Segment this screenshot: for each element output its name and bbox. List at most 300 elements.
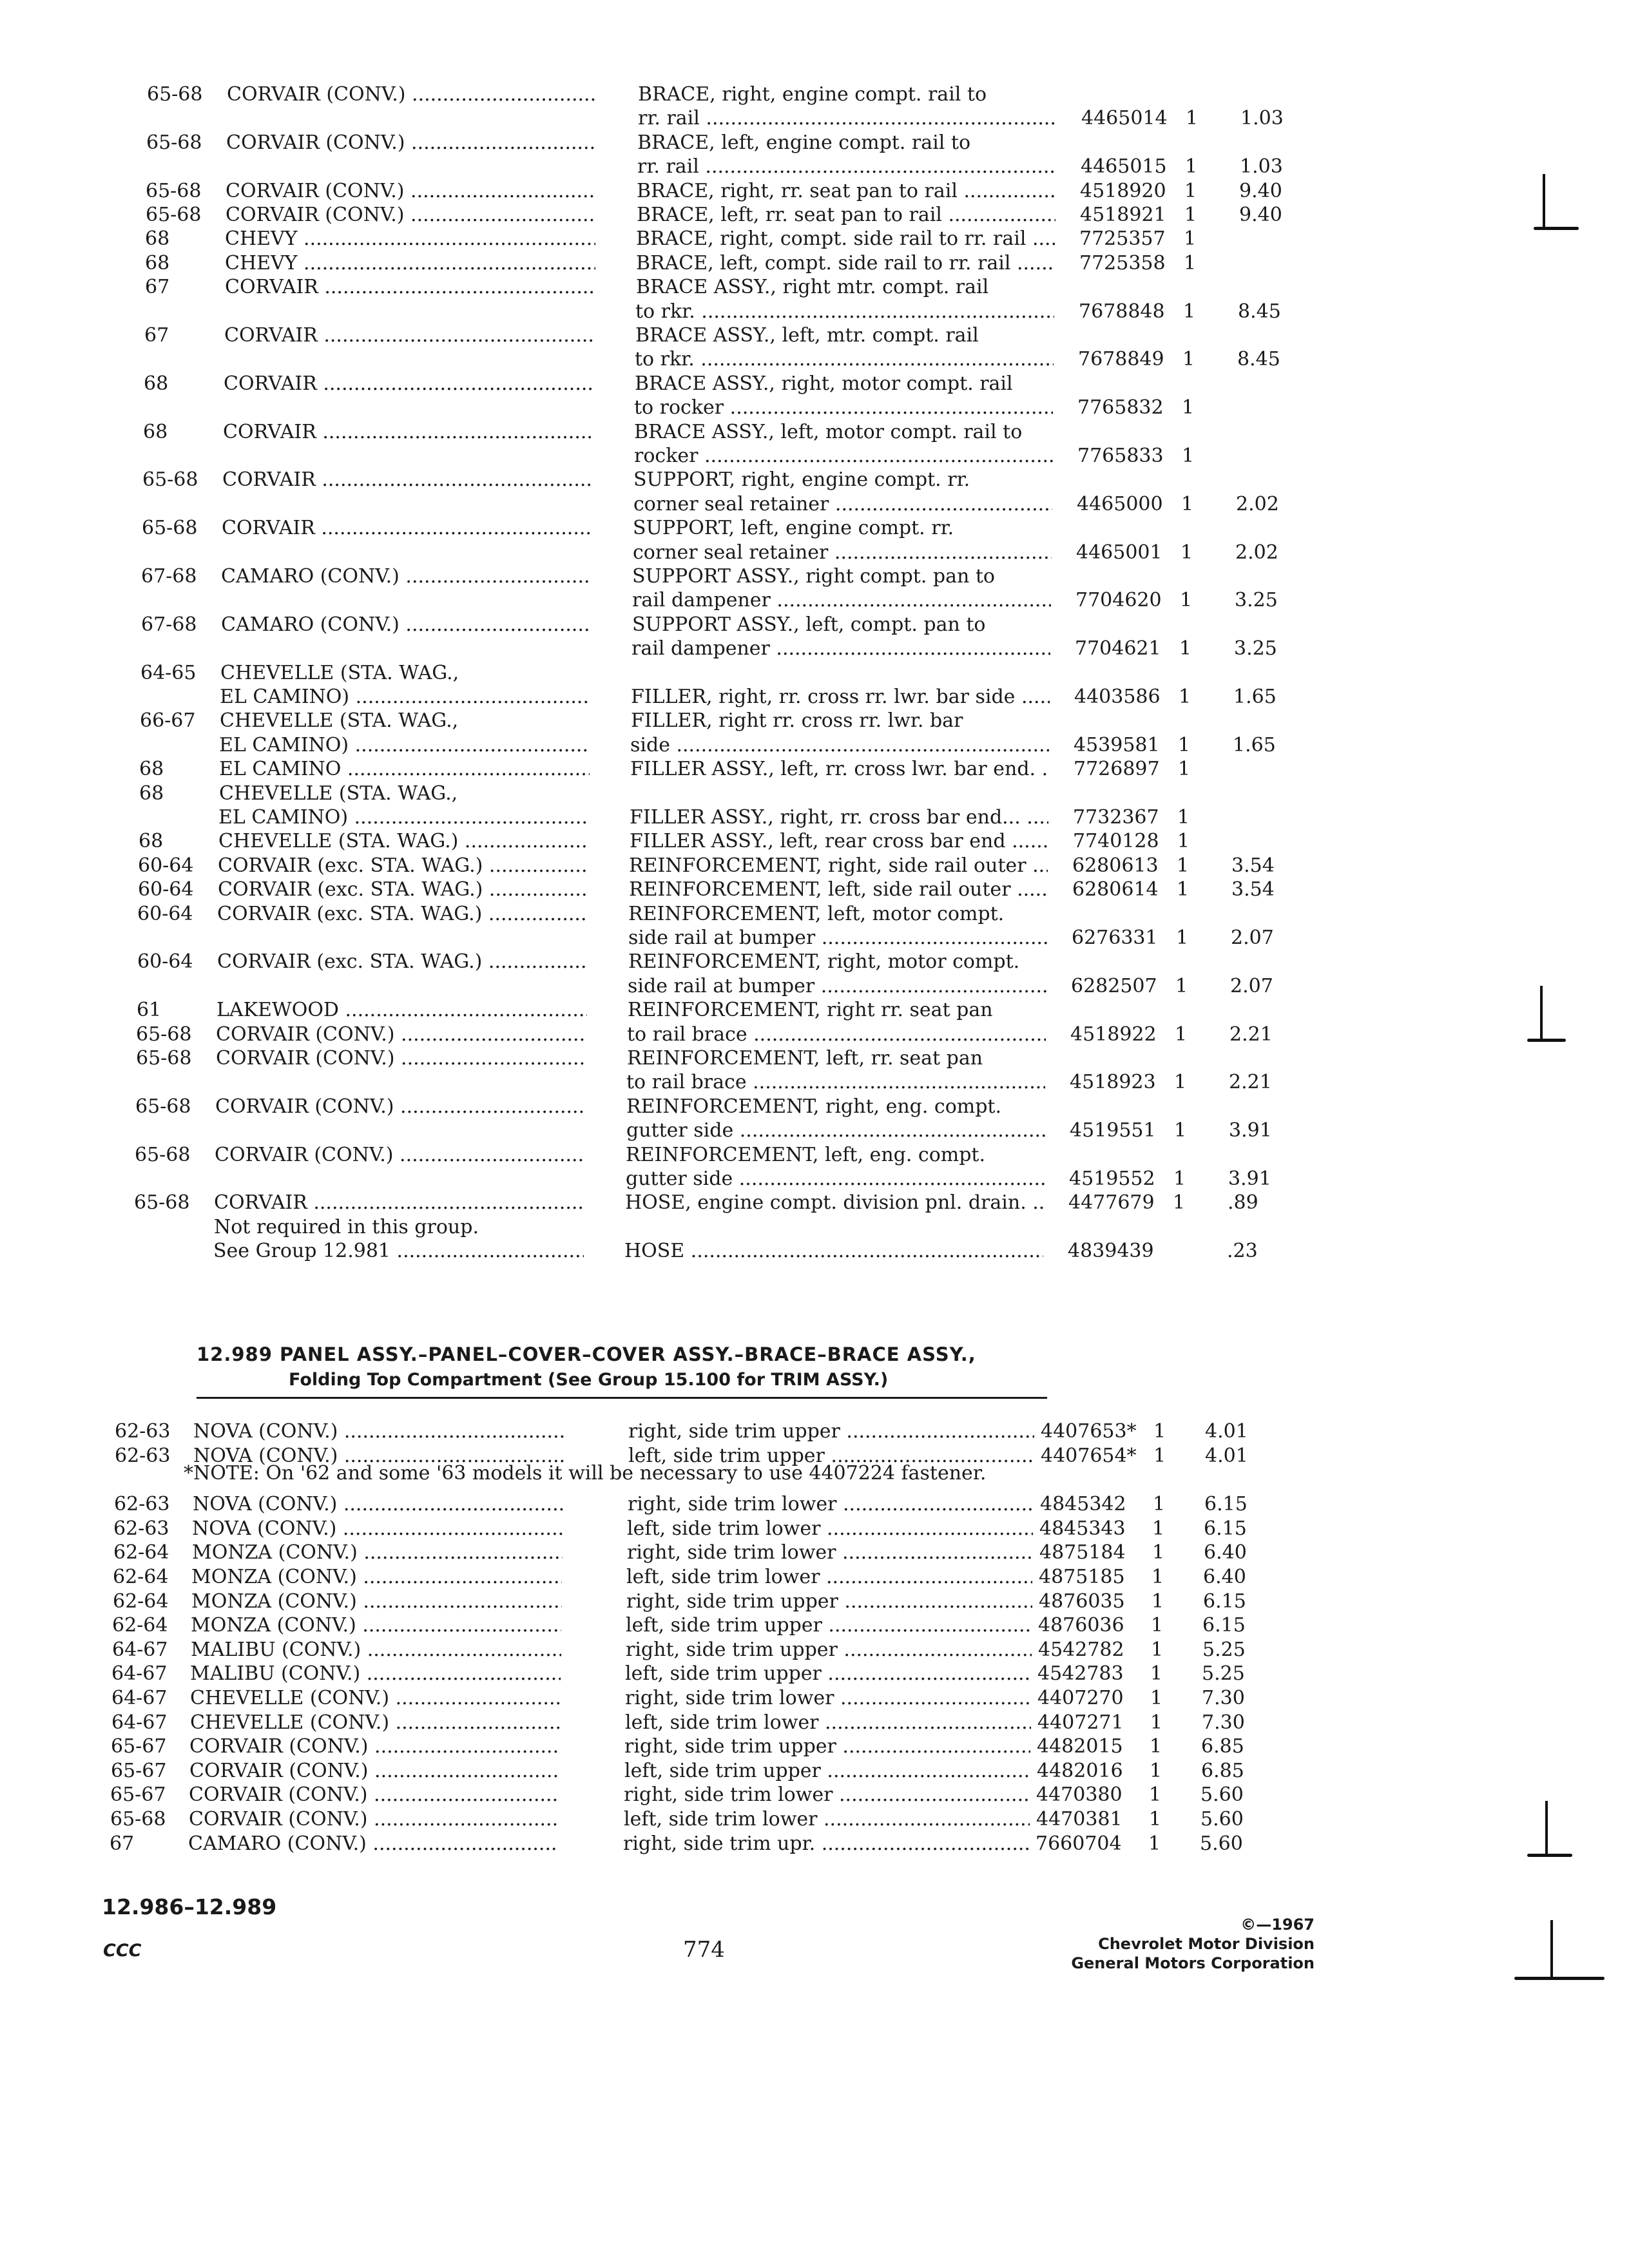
list-price: 1.03 (1240, 107, 1284, 130)
part-row (0, 132, 1629, 155)
part-description: side rail at bumper ..... (628, 975, 1046, 997)
model-name: NOVA (CONV.) ..... (192, 1518, 563, 1540)
corporation-name: General Motors Corporation (1071, 1954, 1315, 1972)
list-price: 2.21 (1229, 1071, 1272, 1094)
part-row (0, 325, 1629, 348)
model-years: 68 (139, 830, 164, 853)
list-price: 2.07 (1230, 974, 1273, 997)
section-range: 12.986–12.989 (102, 1894, 277, 1919)
part-description: HOSE ..... (624, 1240, 1043, 1262)
part-number: 4875185 (1039, 1566, 1125, 1588)
quantity: 1 (1173, 1191, 1186, 1215)
part-description: left, side trim lower ..... (626, 1566, 1032, 1588)
quantity: 1 (1182, 348, 1195, 371)
model-years: 68 (143, 420, 168, 443)
quantity: 1 (1151, 1639, 1164, 1661)
model-name: CORVAIR (CONV.) ..... (189, 1809, 559, 1831)
part-description: left, side trim lower ..... (624, 1809, 1030, 1831)
part-row (0, 879, 1629, 902)
part-description: right, side trim lower ..... (628, 1494, 1034, 1515)
part-row (0, 1048, 1629, 1071)
model-years: 68 (139, 782, 164, 805)
part-description: REINFORCEMENT, left, motor compt. (628, 903, 1005, 925)
part-number: 4470381 (1036, 1808, 1123, 1831)
model-years: 65-68 (134, 1191, 190, 1215)
quantity: 1 (1184, 251, 1197, 274)
quantity: 1 (1152, 1566, 1164, 1588)
part-row (0, 84, 1629, 107)
model-years: 60-64 (137, 950, 193, 974)
model-years: 65-68 (142, 517, 198, 540)
quantity: 1 (1178, 758, 1191, 781)
part-description: SUPPORT ASSY., right compt. pan to (632, 566, 995, 588)
list-price: 3.25 (1234, 637, 1277, 660)
quantity: 1 (1153, 1420, 1166, 1443)
quantity: 1 (1186, 107, 1199, 130)
quantity: 1 (1184, 227, 1197, 251)
part-row (0, 1216, 1629, 1240)
model-years: 64-67 (111, 1711, 168, 1734)
quantity: 1 (1150, 1760, 1162, 1782)
part-description: right, side trim lower ..... (627, 1542, 1033, 1564)
model-name: CORVAIR (CONV.) ..... (226, 204, 596, 226)
part-row (0, 710, 1629, 733)
part-row (0, 349, 1629, 372)
part-row (0, 758, 1629, 782)
part-description: to rail brace ..... (626, 1072, 1045, 1093)
part-number: 7704620 (1075, 589, 1162, 612)
quantity: 1 (1153, 1493, 1166, 1515)
part-description: rr. rail ..... (637, 156, 1056, 178)
quantity: 1 (1149, 1783, 1162, 1806)
catalog-code: CCC (103, 1941, 142, 1961)
model-years: 65-68 (146, 179, 202, 202)
part-row (0, 445, 1629, 468)
part-row (0, 686, 1629, 709)
part-description: FILLER ASSY., left, rr. cross lwr. bar end. ..... (630, 758, 1049, 780)
model-name: CORVAIR (CONV.) ..... (226, 132, 597, 154)
part-number: 4845342 (1040, 1493, 1126, 1515)
part-row (0, 855, 1629, 878)
part-row (0, 1591, 1629, 1614)
part-row (0, 301, 1629, 324)
part-row (0, 590, 1629, 613)
part-description: SUPPORT ASSY., left, compt. pan to (632, 613, 986, 636)
model-name: CORVAIR ..... (224, 373, 594, 395)
list-price: 5.60 (1200, 1832, 1243, 1855)
model-years: 67 (144, 324, 169, 347)
part-number: 4407271 (1037, 1711, 1124, 1734)
list-price: 3.91 (1229, 1119, 1272, 1142)
model-name: EL CAMINO) ..... (220, 686, 590, 708)
part-description: to rkr. ..... (635, 349, 1054, 370)
part-description: BRACE, right, rr. seat pan to rail ..... (637, 180, 1055, 202)
quantity: 1 (1150, 1687, 1163, 1709)
model-name: CORVAIR ..... (225, 276, 595, 298)
part-number: 4465015 (1081, 155, 1167, 178)
model-years: 65-68 (136, 1023, 192, 1046)
quantity: 1 (1181, 541, 1193, 564)
model-name: CHEVELLE (CONV.) ..... (190, 1687, 561, 1709)
part-number: 4407654* (1041, 1445, 1137, 1467)
list-price: 9.40 (1239, 179, 1282, 202)
part-description: BRACE, right, compt. side rail to rr. rail ..... (636, 228, 1055, 250)
model-name: MALIBU (CONV.) ..... (190, 1663, 561, 1685)
part-description: REINFORCEMENT, left, eng. compt. (626, 1144, 986, 1166)
list-price: 6.15 (1203, 1590, 1246, 1613)
part-number: 4845343 (1039, 1517, 1126, 1540)
quantity: 1 (1173, 1168, 1186, 1190)
list-price: 6.15 (1204, 1517, 1247, 1540)
model-years: 67 (145, 276, 170, 299)
list-price: 8.45 (1237, 348, 1280, 371)
model-years: 62-64 (113, 1566, 169, 1588)
model-years: 65-68 (135, 1095, 191, 1118)
part-row (0, 1494, 1629, 1517)
model-name: CORVAIR (CONV.) ..... (227, 84, 597, 106)
part-description: rail dampener ..... (631, 638, 1050, 660)
list-price: 2.07 (1231, 927, 1274, 949)
model-years: 65-67 (111, 1760, 167, 1782)
list-price: 6.40 (1204, 1541, 1247, 1564)
part-description: left, side trim upper ..... (625, 1663, 1031, 1685)
list-price: 2.21 (1229, 1023, 1273, 1046)
model-name: CORVAIR ..... (214, 1192, 584, 1214)
part-row (0, 975, 1629, 999)
model-years: 62-63 (114, 1493, 170, 1515)
part-description: BRACE ASSY., right mtr. compt. rail (636, 276, 989, 299)
fastener-note: *NOTE: On '62 and some '63 models it will be necessary to use 4407224 fastener. (184, 1462, 987, 1485)
part-row (0, 1784, 1629, 1807)
part-row (0, 204, 1629, 227)
model-years: 65-67 (110, 1783, 166, 1806)
list-price: 7.30 (1202, 1711, 1245, 1734)
quantity: 1 (1151, 1614, 1164, 1637)
list-price: 5.25 (1202, 1662, 1245, 1685)
part-description: corner seal retainer ..... (633, 494, 1052, 515)
quantity: 1 (1184, 204, 1197, 226)
model-years: 68 (145, 251, 170, 274)
model-name: CHEVELLE (CONV.) ..... (190, 1712, 561, 1734)
model-years: 67 (110, 1832, 135, 1855)
quantity: 1 (1150, 1662, 1163, 1685)
model-name: CHEVELLE (STA. WAG.) ..... (218, 831, 589, 852)
quantity: 1 (1177, 830, 1190, 853)
part-row (0, 999, 1629, 1023)
list-price: 1.03 (1240, 155, 1283, 178)
part-row (0, 951, 1629, 974)
part-description: right, side trim lower ..... (624, 1784, 1030, 1806)
quantity: 1 (1177, 854, 1190, 877)
model-name: CAMARO (CONV.) ..... (221, 614, 592, 636)
part-description: corner seal retainer ..... (633, 542, 1052, 564)
part-row (0, 614, 1629, 637)
model-name: CORVAIR (CONV.) ..... (226, 180, 596, 202)
model-years: 62-63 (115, 1445, 171, 1467)
quantity: 1 (1183, 300, 1196, 323)
model-name: CHEVELLE (STA. WAG., (220, 710, 459, 733)
list-price: 6.15 (1204, 1493, 1248, 1515)
part-number: 4539581 (1074, 733, 1160, 756)
part-number: 4518921 (1080, 204, 1166, 226)
part-description: REINFORCEMENT, left, side rail outer ..... (629, 879, 1048, 901)
model-years: 67-68 (141, 613, 197, 636)
model-years: 62-64 (113, 1590, 169, 1613)
model-years: 68 (144, 372, 169, 395)
part-number: 7765832 (1077, 396, 1164, 419)
part-number: 7704621 (1075, 637, 1161, 660)
part-number: 7732367 (1073, 806, 1159, 829)
part-row (0, 1809, 1629, 1832)
quantity: 1 (1185, 155, 1198, 178)
list-price: 3.25 (1235, 589, 1278, 612)
model-years: 65-68 (142, 468, 198, 492)
part-number: 4876036 (1038, 1614, 1124, 1637)
part-number: 4518923 (1070, 1071, 1156, 1094)
page-number: 774 (683, 1937, 725, 1963)
part-row (0, 1192, 1629, 1215)
quantity: 1 (1180, 589, 1193, 612)
model-name: CHEVY ..... (225, 228, 595, 250)
quantity: 1 (1153, 1445, 1166, 1467)
part-row (0, 1024, 1629, 1047)
model-years: 68 (139, 758, 164, 781)
model-years: 64-67 (111, 1662, 168, 1685)
part-row (0, 927, 1629, 950)
quantity: 1 (1178, 733, 1191, 756)
list-price: 3.54 (1231, 878, 1275, 901)
model-years: 60-64 (138, 854, 194, 877)
part-row (0, 469, 1629, 492)
part-number: 4542782 (1038, 1639, 1124, 1661)
part-description: right, side trim upper ..... (626, 1639, 1032, 1661)
part-number: 4482016 (1037, 1760, 1123, 1782)
part-row (0, 638, 1629, 661)
model-name: EL CAMINO) ..... (218, 807, 589, 829)
part-description: BRACE ASSY., left, mtr. compt. rail (635, 325, 979, 347)
model-years: 65-68 (136, 1047, 192, 1070)
model-years: 68 (145, 227, 170, 251)
model-years: 62-63 (115, 1420, 171, 1443)
model-name: CHEVELLE (STA. WAG., (220, 662, 459, 684)
model-name: CHEVY ..... (225, 253, 595, 274)
part-number: 7725357 (1079, 227, 1166, 251)
model-name: MONZA (CONV.) ..... (191, 1566, 562, 1588)
list-price: 7.30 (1202, 1687, 1245, 1709)
part-row (0, 1687, 1629, 1711)
part-row (0, 1072, 1629, 1095)
quantity: 1 (1182, 396, 1195, 419)
part-number: 4407653* (1041, 1420, 1137, 1443)
quantity: 1 (1150, 1711, 1163, 1734)
model-years: 62-64 (113, 1541, 169, 1564)
part-number: 6282507 (1071, 974, 1157, 997)
part-row (0, 807, 1629, 830)
part-number: 6280614 (1072, 878, 1159, 901)
part-row (0, 1421, 1629, 1444)
part-row (0, 517, 1629, 541)
list-price: 5.60 (1200, 1783, 1244, 1806)
part-number: 7765833 (1077, 445, 1164, 467)
list-price: 6.85 (1201, 1735, 1244, 1758)
part-row (0, 1663, 1629, 1686)
part-description: right, side trim upper ..... (624, 1736, 1030, 1758)
part-description: gutter side ..... (626, 1120, 1045, 1142)
part-row (0, 276, 1629, 300)
part-description: right, side trim upr. ..... (623, 1833, 1029, 1855)
part-description: to rocker ..... (634, 397, 1053, 419)
part-row (0, 1760, 1629, 1783)
model-name: CORVAIR (CONV.) ..... (189, 1736, 560, 1758)
division-name: Chevrolet Motor Division (1098, 1935, 1315, 1953)
part-row (0, 253, 1629, 276)
quantity: 1 (1174, 1071, 1187, 1094)
part-row (0, 1566, 1629, 1590)
model-name: CORVAIR ..... (222, 469, 593, 491)
quantity: 1 (1179, 686, 1191, 708)
model-years: 60-64 (137, 902, 193, 925)
part-row (0, 228, 1629, 251)
quantity: 1 (1179, 637, 1192, 660)
list-price: 9.40 (1239, 204, 1282, 226)
quantity: 1 (1175, 1023, 1188, 1046)
model-name: See Group 12.981 ..... (213, 1240, 584, 1262)
model-name: CORVAIR (CONV.) ..... (189, 1784, 559, 1806)
list-price: .89 (1228, 1191, 1258, 1215)
part-description: FILLER ASSY., left, rear cross bar end ..... (630, 831, 1048, 852)
list-price: 1.65 (1233, 686, 1277, 708)
model-years: 62-63 (113, 1517, 169, 1540)
part-description: right, side trim lower ..... (625, 1687, 1031, 1709)
quantity: 1 (1152, 1590, 1164, 1613)
part-description: BRACE, left, rr. seat pan to rail ..... (637, 204, 1055, 226)
list-price: 5.60 (1200, 1808, 1244, 1831)
part-description: left, side trim upper ..... (626, 1615, 1032, 1637)
model-name: CORVAIR (exc. STA. WAG.) ..... (217, 951, 588, 973)
publisher-block (1071, 1915, 1315, 1973)
model-years: 65-68 (146, 131, 202, 154)
part-number: 7678849 (1078, 348, 1164, 371)
model-years: 64-67 (112, 1639, 168, 1661)
part-description: BRACE, left, compt. side rail to rr. rail ..... (636, 253, 1055, 274)
part-number: 6276331 (1072, 927, 1158, 949)
quantity: 1 (1150, 1735, 1162, 1758)
part-number: 4407270 (1037, 1687, 1124, 1709)
part-row (0, 1096, 1629, 1119)
part-row (0, 1542, 1629, 1565)
model-years: 66-67 (140, 709, 196, 733)
part-row (0, 566, 1629, 589)
model-name: CHEVELLE (STA. WAG., (219, 782, 458, 805)
part-row (0, 831, 1629, 854)
part-description: BRACE ASSY., left, motor compt. rail to (634, 421, 1023, 443)
group-title-rule (197, 1397, 1047, 1399)
part-number: 4465000 (1077, 492, 1163, 515)
part-description: FILLER, right, rr. cross rr. lwr. bar side ..... (631, 686, 1050, 708)
part-number: 4876035 (1039, 1590, 1125, 1613)
part-row (0, 1639, 1629, 1662)
model-years: 64-67 (111, 1687, 168, 1709)
part-description: FILLER ASSY., right, rr. cross bar end... ..... (630, 807, 1048, 829)
part-number: 4519551 (1070, 1119, 1156, 1142)
model-name: CORVAIR ..... (222, 517, 592, 539)
list-price: 6.15 (1202, 1614, 1246, 1637)
part-number: 4518922 (1070, 1023, 1157, 1046)
model-name: MONZA (CONV.) ..... (191, 1615, 561, 1637)
quantity: 1 (1152, 1517, 1165, 1540)
part-row (0, 903, 1629, 927)
list-price: 5.25 (1202, 1639, 1246, 1661)
model-name: CORVAIR (CONV.) ..... (215, 1096, 586, 1118)
part-description: left, side trim lower ..... (627, 1518, 1033, 1540)
list-price: 1.65 (1233, 733, 1276, 756)
model-name: CAMARO (CONV.) ..... (221, 566, 592, 588)
part-description: side ..... (630, 735, 1049, 756)
part-description: SUPPORT, right, engine compt. rr. (633, 469, 970, 492)
model-years: 62-64 (112, 1614, 168, 1637)
quantity: 1 (1184, 179, 1197, 202)
part-number: 7660704 (1036, 1832, 1122, 1855)
part-row (0, 1518, 1629, 1541)
model-name: NOVA (CONV.) ..... (193, 1421, 564, 1443)
model-years: 65-68 (110, 1808, 166, 1831)
model-years: 67-68 (141, 565, 197, 588)
model-years: 65-68 (135, 1143, 191, 1166)
model-name: MALIBU (CONV.) ..... (191, 1639, 561, 1661)
part-description: REINFORCEMENT, right, motor compt. (628, 951, 1020, 974)
model-name: MONZA (CONV.) ..... (192, 1542, 563, 1564)
part-description: FILLER, right rr. cross rr. lwr. bar (631, 710, 963, 733)
model-name: CORVAIR ..... (223, 421, 593, 443)
part-number: 4542783 (1037, 1662, 1124, 1685)
model-name: CAMARO (CONV.) ..... (188, 1833, 559, 1855)
part-row (0, 783, 1629, 806)
part-row (0, 1144, 1629, 1168)
part-description: side rail at bumper ..... (628, 927, 1047, 949)
part-number: 4470380 (1036, 1783, 1123, 1806)
list-price: 4.01 (1205, 1420, 1248, 1443)
part-description: REINFORCEMENT, right, side rail outer ..... (629, 855, 1048, 877)
part-number: 4465001 (1076, 541, 1162, 564)
model-name: NOVA (CONV.) ..... (193, 1445, 564, 1467)
model-name: Not required in this group. (214, 1216, 479, 1238)
part-description: HOSE, engine compt. division pnl. drain. ..... (625, 1192, 1044, 1214)
quantity: 1 (1148, 1832, 1161, 1855)
part-number: 4482015 (1037, 1735, 1123, 1758)
part-row (0, 1833, 1629, 1856)
quantity: 1 (1175, 974, 1188, 997)
list-price: 2.02 (1235, 541, 1278, 564)
list-price: .23 (1227, 1240, 1258, 1263)
model-name: CORVAIR (CONV.) ..... (216, 1048, 586, 1070)
part-description: rail dampener ..... (632, 590, 1051, 611)
model-name: CORVAIR ..... (224, 325, 595, 347)
group-title: 12.989 PANEL ASSY.–PANEL–COVER–COVER ASSY.–BRACE–BRACE ASSY., (197, 1343, 976, 1365)
model-name: CORVAIR (CONV.) ..... (215, 1144, 585, 1166)
part-row (0, 373, 1629, 396)
part-description: BRACE, right, engine compt. rail to (638, 84, 987, 106)
part-row (0, 1120, 1629, 1143)
part-row (0, 1736, 1629, 1759)
model-name: CORVAIR (exc. STA. WAG.) ..... (218, 879, 588, 901)
part-description: right, side trim upper ..... (626, 1591, 1032, 1613)
model-name: CORVAIR (CONV.) ..... (216, 1024, 586, 1046)
part-description: to rkr. ..... (635, 301, 1054, 323)
part-row (0, 180, 1629, 204)
part-description: left, side trim upper ..... (628, 1445, 1034, 1467)
model-name: MONZA (CONV.) ..... (191, 1591, 562, 1613)
model-name: NOVA (CONV.) ..... (193, 1494, 563, 1515)
